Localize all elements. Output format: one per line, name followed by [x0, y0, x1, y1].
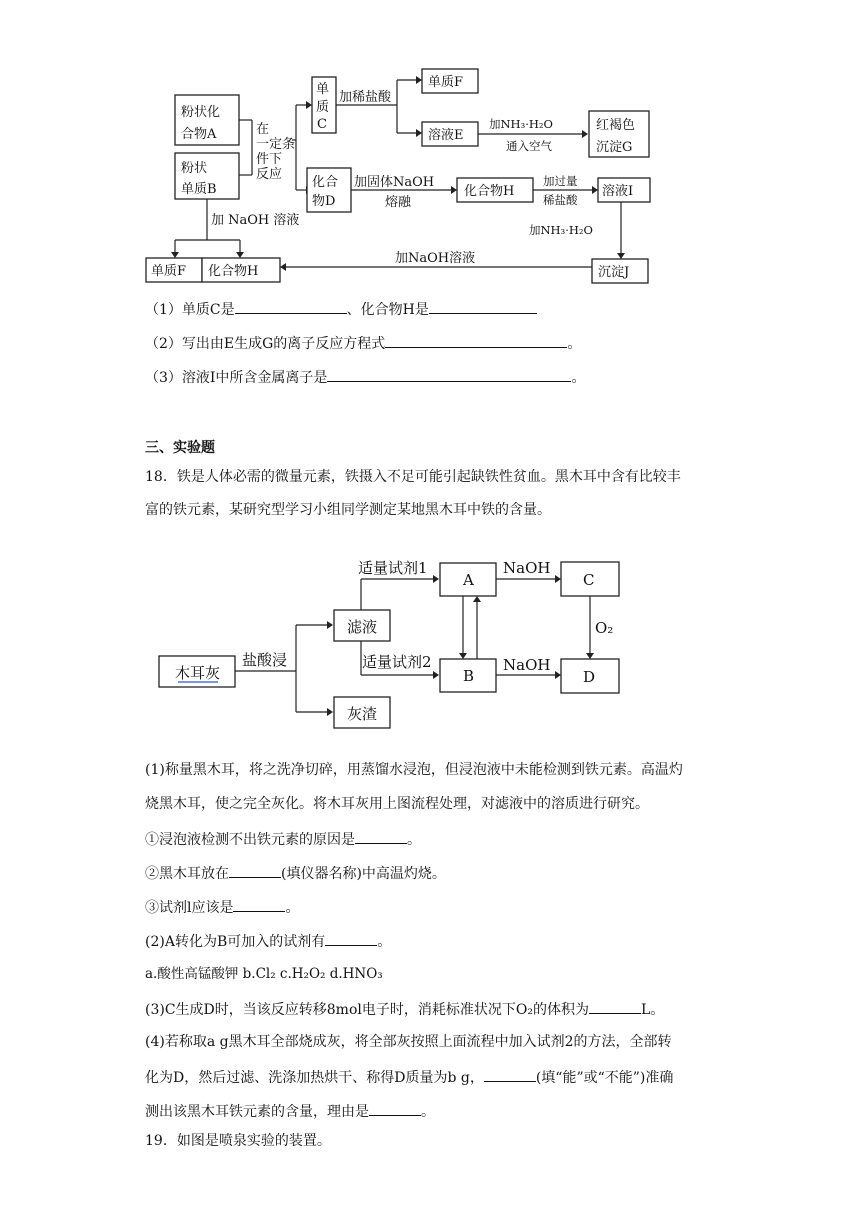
reagent2-label: 适量试剂2	[362, 653, 432, 671]
ash-residue-label: 灰渣	[347, 705, 378, 723]
compound-a-line2: 合物A	[181, 127, 217, 142]
q19-text: 19．如图是喷泉实验的装置。	[145, 1133, 331, 1149]
precipitate-g-line1: 红褐色	[596, 118, 636, 133]
q18-p1-sub2-text-b: (填仪器名称)中高温灼烧。	[281, 866, 446, 882]
add-naoh-solution-left-label: 加 NaOH 溶液	[211, 213, 300, 228]
q18-answer-blank-a-to-b[interactable]	[325, 930, 377, 946]
iron-test-flowchart	[0, 548, 860, 748]
q18-p4-line3	[145, 1100, 725, 1122]
q17-part1-text-a: （1）单质C是	[145, 302, 235, 318]
naoh-bottom-label: NaOH	[503, 656, 551, 674]
reagent1-label: 适量试剂1	[358, 559, 428, 577]
q18-answer-blank-instrument[interactable]	[229, 862, 281, 878]
reaction-flowchart	[0, 0, 860, 290]
solution-e-label: 溶液E	[428, 128, 464, 143]
pass-air-label: 通入空气	[506, 139, 552, 153]
element-c-line1: 单	[316, 82, 330, 97]
q18-p1-sub3-text: ③试剂l应该是	[145, 900, 234, 916]
q18-answer-blank-volume[interactable]	[589, 998, 641, 1014]
dilute-hcl-label: 稀盐酸	[543, 193, 578, 207]
q18-p1-line2: 烧黑木耳，使之完全灰化。将木耳灰用上图流程处理，对滤液中的溶质进行研究。	[145, 796, 649, 812]
q18-p3	[145, 998, 725, 1020]
q17-answer-blank-c[interactable]	[235, 298, 347, 314]
q18-p3-text-b: L。	[640, 1002, 665, 1018]
q18-p1-sub3	[145, 896, 725, 918]
q18-intro-line1: 18．铁是人体必需的微量元素，铁摄入不足可能引起缺铁性贫血。黑木耳中含有比较丰	[145, 469, 681, 485]
q18-answer-blank-reason[interactable]	[355, 828, 407, 844]
precipitate-g-line2: 沉淀G	[596, 140, 633, 155]
q18-p2	[145, 930, 725, 952]
condition-line1: 在	[256, 122, 270, 137]
element-f-bottom-label: 单质F	[151, 264, 187, 279]
condition-line4: 反应	[256, 167, 283, 182]
q17-part2	[145, 332, 725, 354]
q17-part1	[145, 298, 725, 320]
q18-p2-period: 。	[377, 934, 392, 950]
compound-h-bottom-label: 化合物H	[208, 264, 259, 279]
q18-p4-line2-text-b: (填“能”或“不能”)准确	[535, 1070, 674, 1086]
q17-part1-text-b: 、化合物H是	[346, 302, 429, 318]
add-nh3-h2o-label-2: 加NH₃·H₂O	[529, 223, 593, 237]
q18-p2-options: a.酸性高锰酸钾 b.Cl₂ c.H₂O₂ d.HNO₃	[145, 966, 383, 982]
q18-answer-blank-reagent1[interactable]	[233, 896, 285, 912]
element-b-line1: 粉状	[181, 161, 208, 176]
box-a-label: A	[463, 571, 474, 589]
add-excess-label: 加过量	[543, 174, 578, 188]
o2-label: O₂	[595, 619, 614, 637]
q18-p4-line2	[145, 1066, 725, 1088]
precipitate-j-label: 沉淀J	[598, 265, 630, 280]
q17-part3-period: 。	[571, 370, 586, 386]
box-c-label: C	[583, 571, 595, 589]
condition-line2: 一定条	[256, 137, 296, 152]
q17-answer-blank-h[interactable]	[429, 298, 537, 314]
q18-answer-blank-can[interactable]	[484, 1066, 536, 1082]
compound-h-label: 化合物H	[464, 184, 515, 199]
q18-answer-blank-reason2[interactable]	[369, 1100, 421, 1116]
q17-part2-text: （2）写出由E生成G的离子反应方程式	[145, 336, 386, 352]
q18-p4-line3-text: 测出该黑木耳铁元素的含量，理由是	[145, 1104, 369, 1120]
box-b-label: B	[463, 667, 475, 685]
compound-d-line2: 物D	[312, 194, 336, 209]
q18-p1-sub3-period: 。	[285, 900, 300, 916]
q18-p1-sub1-text: ①浸泡液检测不出铁元素的原因是	[145, 832, 355, 848]
q18-p4-line1: (4)若称取a g黑木耳全部烧成灰，将全部灰按照上面流程中加入试剂2的方法，全部转	[145, 1034, 672, 1050]
add-nh3-h2o-label-1: 加NH₃·H₂O	[489, 117, 553, 131]
q18-p1-line1: (1)称量黑木耳，将之洗净切碎，用蒸馏水浸泡，但浸泡液中未能检测到铁元素。高温灼	[145, 762, 683, 778]
q18-p4-line3-period: 。	[421, 1104, 435, 1120]
q18-p1-sub2-text-a: ②黑木耳放在	[145, 866, 229, 882]
naoh-top-label: NaOH	[503, 559, 551, 577]
add-naoh-solution-bottom-label: 加NaOH溶液	[395, 251, 476, 266]
q18-p2-text: (2)A转化为B可加入的试剂有	[145, 934, 326, 950]
q18-p3-text-a: (3)C生成D时，当该反应转移8mol电子时，消耗标准状况下O₂的体积为	[145, 1002, 589, 1018]
q17-answer-blank-ions[interactable]	[327, 366, 571, 382]
hcl-soak-label: 盐酸浸	[242, 651, 288, 669]
condition-line3: 件下	[256, 152, 283, 167]
q17-part2-period: 。	[567, 336, 582, 352]
muer-ash-label: 木耳灰	[175, 664, 221, 682]
add-dilute-hcl-label: 加稀盐酸	[339, 90, 392, 105]
solution-i-label: 溶液I	[602, 184, 634, 199]
element-b-line2: 单质B	[181, 182, 217, 197]
add-solid-naoh-label: 加固体NaOH	[354, 175, 435, 190]
q17-answer-blank-equation[interactable]	[385, 332, 567, 348]
q17-part3-text: （3）溶液I中所含金属离子是	[145, 370, 328, 386]
element-c-line2: 质	[316, 100, 330, 115]
q18-p4-line2-text-a: 化为D，然后过滤、洗涤加热烘干、称得D质量为b g，	[145, 1070, 484, 1086]
q17-part3	[145, 366, 725, 388]
element-c-line3: C	[317, 117, 327, 132]
element-f-label: 单质F	[428, 75, 464, 90]
melt-label: 熔融	[385, 195, 412, 210]
box-d-label: D	[583, 668, 596, 686]
q18-p1-sub2	[145, 862, 725, 884]
section-title: 三、实验题	[145, 440, 215, 456]
q18-p1-sub1	[145, 828, 725, 850]
compound-d-line1: 化合	[312, 175, 339, 190]
compound-a-line1: 粉状化	[181, 105, 221, 120]
filtrate-label: 滤液	[347, 618, 378, 636]
q18-p1-sub1-period: 。	[407, 832, 421, 848]
q18-intro-line2: 富的铁元素，某研究型学习小组同学测定某地黑木耳中铁的含量。	[145, 502, 551, 518]
